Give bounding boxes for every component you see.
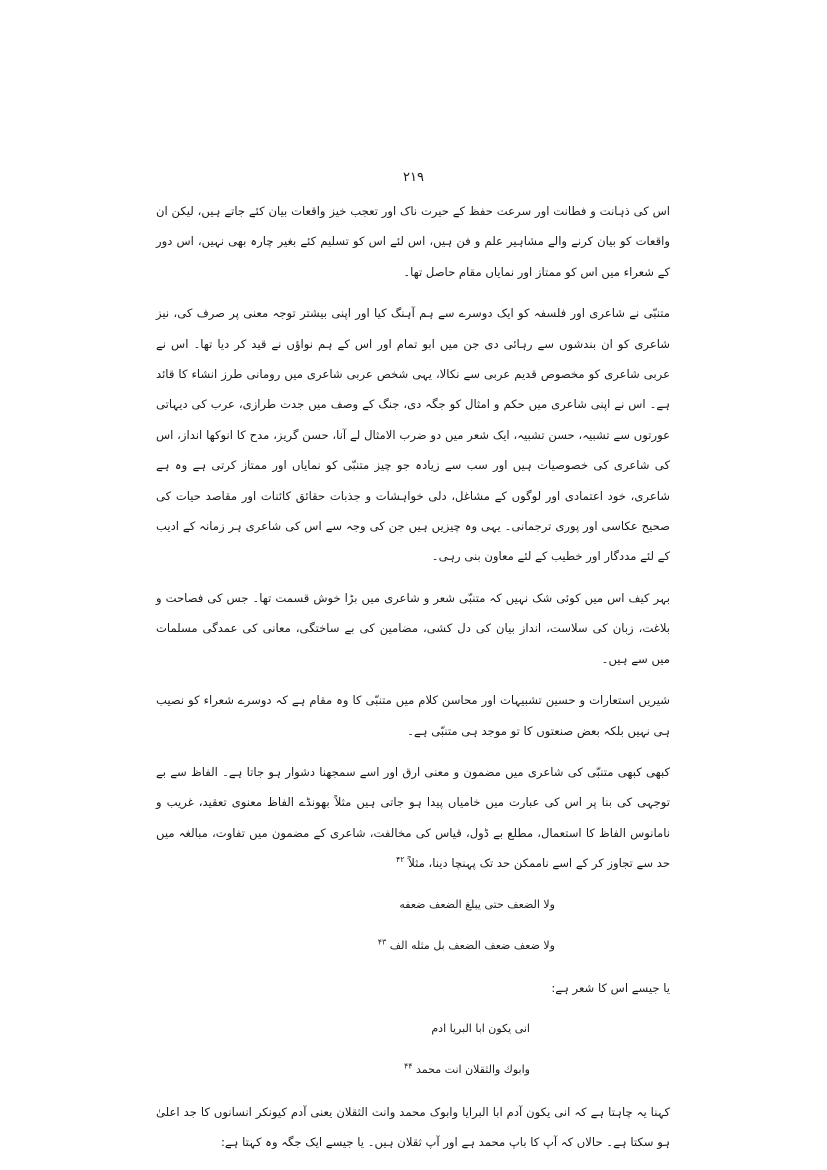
paragraph-text: کبھی کبھی متنبّی کی شاعری میں مضمون و معنی ارق اور اسے سمجھنا دشوار ہو جاتا ہے۔ الفاظ سے بے توجہی کی بنا پر اس کی عبارت میں خامیاں پیدا ہو جاتی ہیں مثلاً بھونڈے الفاظ معنوی تعقید، غریب و نامانوس الفاظ کا استعمال، مطلع بے ڈول، قیاس کی مخالفت، شاعری کے مضمون میں تفاوت، مبالغہ میں حد سے تجاوز کر کے اسے ناممکن حد تک پہنچا دینا، مثلاً [156, 764, 670, 871]
paragraph: کہنا یہ چاہتا ہے کہ انی یکون آدم ابا البرایا وابوک محمد وانت الثقلان یعنی آدم کیونکر انسانوں کا جد اعلیٰ ہو سکتا ہے۔ حالاں کہ آپ کا باپ محمد ہے اور آپ ثقلان ہیں۔ یا جیسے ایک جگہ وہ کہتا ہے: [156, 1104, 670, 1150]
footnote-marker: ۴۴ [403, 1061, 413, 1071]
verse-line [156, 931, 670, 961]
body-text [156, 196, 670, 1169]
page-number: ۲۱۹ [403, 170, 424, 185]
verse-text: وابوك والثقلان انت محمد [416, 1062, 530, 1076]
verse-block [156, 890, 670, 961]
footnote-marker: ۴۳ [377, 936, 387, 946]
paragraph: متنبّی نے شاعری اور فلسفہ کو ایک دوسرے سے ہم آہنگ کیا اور اپنی بیشتر توجہ معنی پر صرف کی، نیز شاعری کو ان بندشوں سے رہائی دی جن میں ابو تمام اور اس کے ہم نواؤں نے قید کر دیا تھا۔ اس نے عربی شاعری کو مخصوص قدیم عربی سے نکالا، یہی شخص عربی شاعری میں رومانی طرز انشاء کا قائد ہے۔ اس نے اپنی شاعری میں حکم و امثال کو جگہ دی، جنگ کے وصف میں جدت طرازی، عرب کی دیہاتی عورتوں سے تشبیہ، حسن تشبیہ، ایک شعر میں دو ضرب الامثال لے آنا، حسن گریز، مدح کا انوکھا انداز، اس کی شاعری کی خصوصیات ہیں اور سب سے زیادہ جو چیز متنبّی کو نمایاں اور ممتاز کرتی ہے وہ ہے شاعری، خود اعتمادی اور لوگوں کے مشاغل، دلی خواہشات و جذبات حقائق کائنات اور مقاصد حیات کی صحیح عکاسی اور پوری ترجمانی۔ یہی وہ چیزیں ہیں جن کی وجہ سے اس کی شاعری ہر زمانہ کے ادیب کے لئے مددگار اور خطیب کے لئے معاون بنی رہی۔ [156, 306, 670, 564]
paragraph [156, 757, 670, 879]
verse-line: ولا الضعف حتى يبلغ الضعف ضعفه [399, 897, 555, 911]
paragraph: شیریں استعارات و حسین تشبیہات اور محاسن کلام میں متنبّی کا وہ مقام ہے کہ دوسرے شعراء کو نصیب ہی نہیں بلکہ بعض صنعتوں کا تو موجد ہی متنبّی ہے۔ [156, 693, 670, 738]
verse-block [156, 1014, 670, 1085]
paragraph: اس کی ذہانت و فطانت اور سرعت حفظ کے حیرت ناک اور تعجب خیز واقعات بیان کئے جاتے ہیں، لیکن ان واقعات کو بیان کرنے والے مشاہیر علم و فن ہیں، اس لئے اس کو تسلیم کئے بغیر چارہ بھی نہیں، اس دور کے شعراء میں اس کو ممتاز اور نمایاں مقام حاصل تھا۔ [156, 204, 670, 279]
verse-line: انى يكون ابا البريا ادم [431, 1021, 530, 1035]
verse-text: ولا ضعف ضعف الضعف بل مثله الف [389, 938, 555, 952]
intro-line: یا جیسے اس کا شعر ہے: [551, 980, 670, 995]
footnote-marker: ۴۲ [395, 855, 405, 865]
verse-line [156, 1055, 670, 1085]
paragraph: بہر کیف اس میں کوئی شک نہیں کہ متنبّی شعر و شاعری میں بڑا خوش قسمت تھا۔ جس کی فصاحت و بلاغت، زبان کی سلاست، انداز بیان کی دل کشی، مضامین کی بے ساختگی، معانی کی عمدگی مسلمات میں سے ہیں۔ [156, 590, 670, 666]
